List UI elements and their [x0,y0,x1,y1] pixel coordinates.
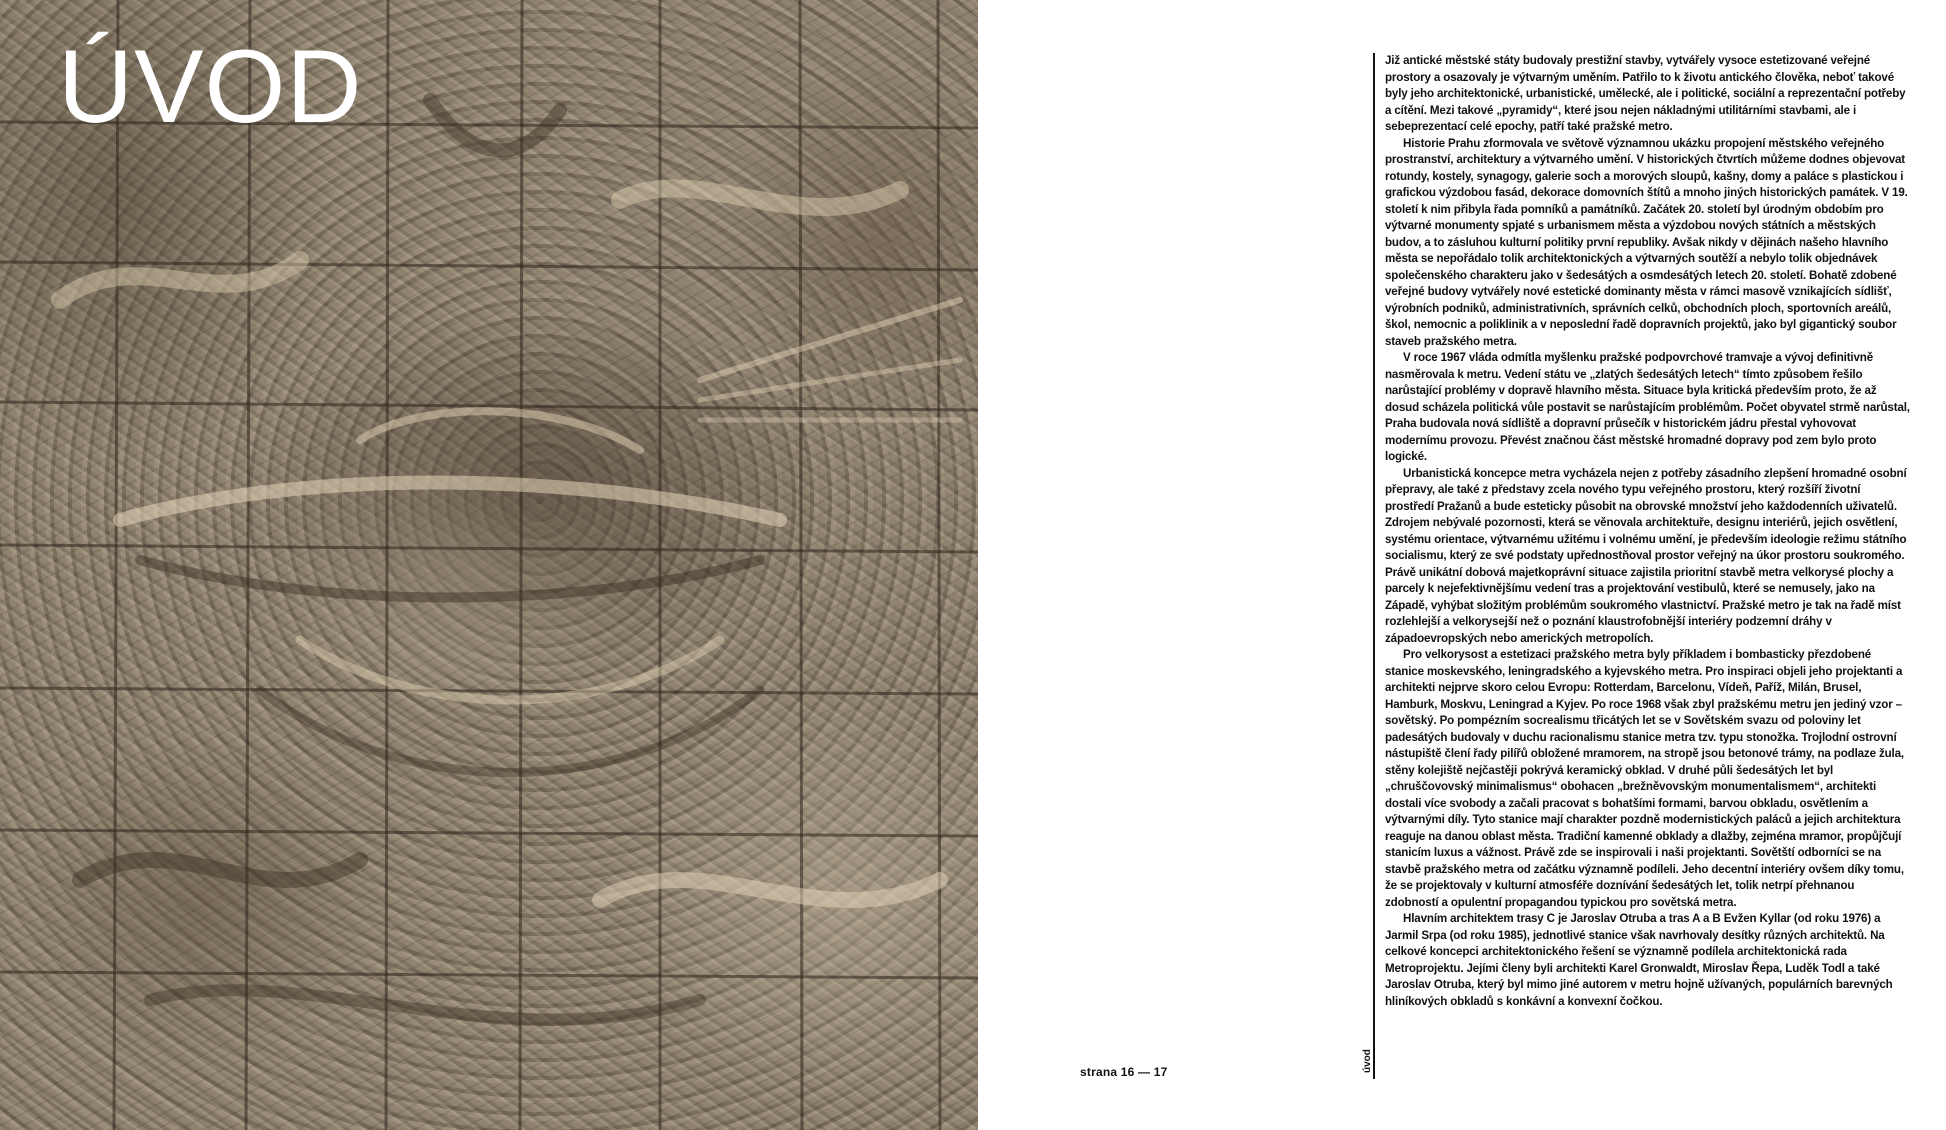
column-rule [1373,53,1375,1079]
article-paragraph: Pro velkorysost a estetizaci pražského metra byly příkladem i bombasticky přezdobené stanice moskevského, leningradského a kyjevského metra. Pro inspiraci objeli jeho projektanti a architekti nejprve skoro celou Evropu: Rotterdam, Barcelonu, Vídeň, Paříž, Milán, Brusel, Hamburk, Moskvu, Leningrad a Kyjev. Po roce 1968 však zbyl pražskému metru jen jediný vzor – sovětský. Po pompézním socrealismu třicátých let se v Sovětském svazu od poloviny let padesátých budovaly v duchu racionalismu stanice metra tzv. typu stonožka. Trojlodní ostrovní nástupiště člení řady pilířů obložené mramorem, na stropě jsou betonové trámy, na podlaze žula, stěny kolejiště nejčastěji pokrývá keramický obklad. V druhé půli šedesátých let byl „chruščovovský minimalismus“ obohacen „brežněvovským monumentalismem“, architekti dostali více svobody a začali pracovat s bohatšími formami, barvou obkladu, osvětlením a výtvarnými díly. Tyto stanice mají charakter pozdně modernistických paláců a jejich architektura reaguje na danou oblast města. Tradiční kamenné obklady a dlažby, zejména mramor, propůjčují stanicím luxus a vážnost. Právě zde se inspirovali i naši projektanti. Sovětští odborníci se na stavbě pražského metra od začátku významně podíleli. Jeho decentní interiéry ovšem díky tomu, že se projektovaly v kulturní atmosféře doznívání šedesátých let, tolik netrpí přehnanou zdobností a opulentní propagandou typickou pro sovětská metra. [1385,648,1904,909]
page-number: strana 16 — 17 [1080,1065,1168,1079]
chapter-title: ÚVOD [58,29,363,145]
article-paragraph: Hlavním architektem trasy C je Jaroslav Otruba a tras A a B Evžen Kyllar (od roku 1976) a Jarmil Srpa (od roku 1985), jednotlivé stanice však navrhovaly desítky různých architektů. Na celkové koncepci architektonického řešení se významně podílela architektonická rada Metroprojektu. Jejími členy byli architekti Karel Gronwaldt, Miroslav Řepa, Luděk Todl a také Jaroslav Otruba, který byl mimo jiné autorem v metru hojně užívaných, populárních barevných hliníkových obkladů s konkávní a konvexní čočkou. [1385,912,1893,1008]
article-body [1385,53,1910,1010]
article-paragraph: V roce 1967 vláda odmítla myšlenku pražské podpovrchové tramvaje a vývoj definitivně nasměrovala k metru. Vedení státu ve „zlatých šedesátých letech“ tímto způsobem řešilo narůstající problémy v dopravě hlavního města. Situace byla kritická především proto, že až dosud scházela politická vůle postavit se narůstajícím problémům. Počet obyvatel strmě narůstal, Praha budovala nová sídliště a dopravní průsečík v historickém jádru přestal vyhovovat modernímu provozu. Převést značnou část městské hromadné dopravy pod zem bylo proto logické. [1385,351,1910,463]
article-paragraph: Historie Prahu zformovala ve světově významnou ukázku propojení městského veřejného prostranství, architektury a výtvarného umění. V historických čtvrtích můžeme dodnes objevovat rotundy, kostely, synagogy, galerie soch a morových sloupů, kašny, domy a paláce s plastickou i grafickou výzdobou fasád, dekorace domovních štítů a mnoho jiných historických památek. V 19. století k nim přibyla řada pomníků a památníků. Začátek 20. století byl úrodným obdobím pro výtvarné monumenty spjaté s urbanismem města a výzdobou nových státních a městských budov, a to zásluhou kulturní politiky první republiky. Avšak nikdy v dějinách našeho hlavního města se nepořádalo tolik architektonických a výtvarných soutěží a nebylo tolik objednávek společenského charakteru jako v šedesátých a osmdesátých letech 20. století. Bohatě zdobené veřejné budovy vytvářely nové estetické dominanty města v rámci masově vznikajících sídlišť, výrobních podniků, administrativních, správních celků, obchodních ploch, sportovních areálů, škol, nemocnic a poliklinik a v neposlední řadě dopravních projektů, jako byl gigantický soubor staveb pražského metra. [1385,136,1908,348]
article-paragraph: Urbanistická koncepce metra vycházela nejen z potřeby zásadního zlepšení hromadné osobní přepravy, ale také z představy zcela nového typu veřejného prostoru, který rozšíří životní prostředí Pražanů a bude esteticky působit na obrovské množství jeho každodenních uživatelů. Zdrojem nebývalé pozornosti, která se věnovala architektuře, designu interiérů, jejich osvětlení, systému orientace, výtvarnému užitému i volnému umění, je především ideologie režimu státního socialismu, který ze své podstaty upřednostňoval prostor veřejný na úkor prostoru soukromého. Právě unikátní dobová majetkoprávní situace zajistila prioritní stavbě metra velkorysé plochy a parcely k nejefektivnějšímu vedení tras a projektování vestibulů, které se nemusely, jako na Západě, vyhýbat složitým problémům soukromého vlastnictví. Pražské metro je tak na řadě míst rozlehlejší a velkorysejší než o poznání klaustrofobnější interiéry podzemní dráhy v západoevropských nebo amerických metropolích. [1385,466,1907,645]
article-paragraph: Již antické městské státy budovaly prestižní stavby, vytvářely vysoce estetizované veřejné prostory a osazovaly je výtvarným uměním. Patřilo to k životu antického člověka, neboť takové byly jeho architektonické, urbanistické, umělecké, ale i politické, sociální a reprezentační potřeby a cítění. Mezi takové „pyramidy“, které jsou nejen nákladnými utilitárními stavbami, ale i sebeprezentací celé epochy, patří také pražské metro. [1385,54,1906,133]
section-label: úvod [1362,1049,1373,1073]
